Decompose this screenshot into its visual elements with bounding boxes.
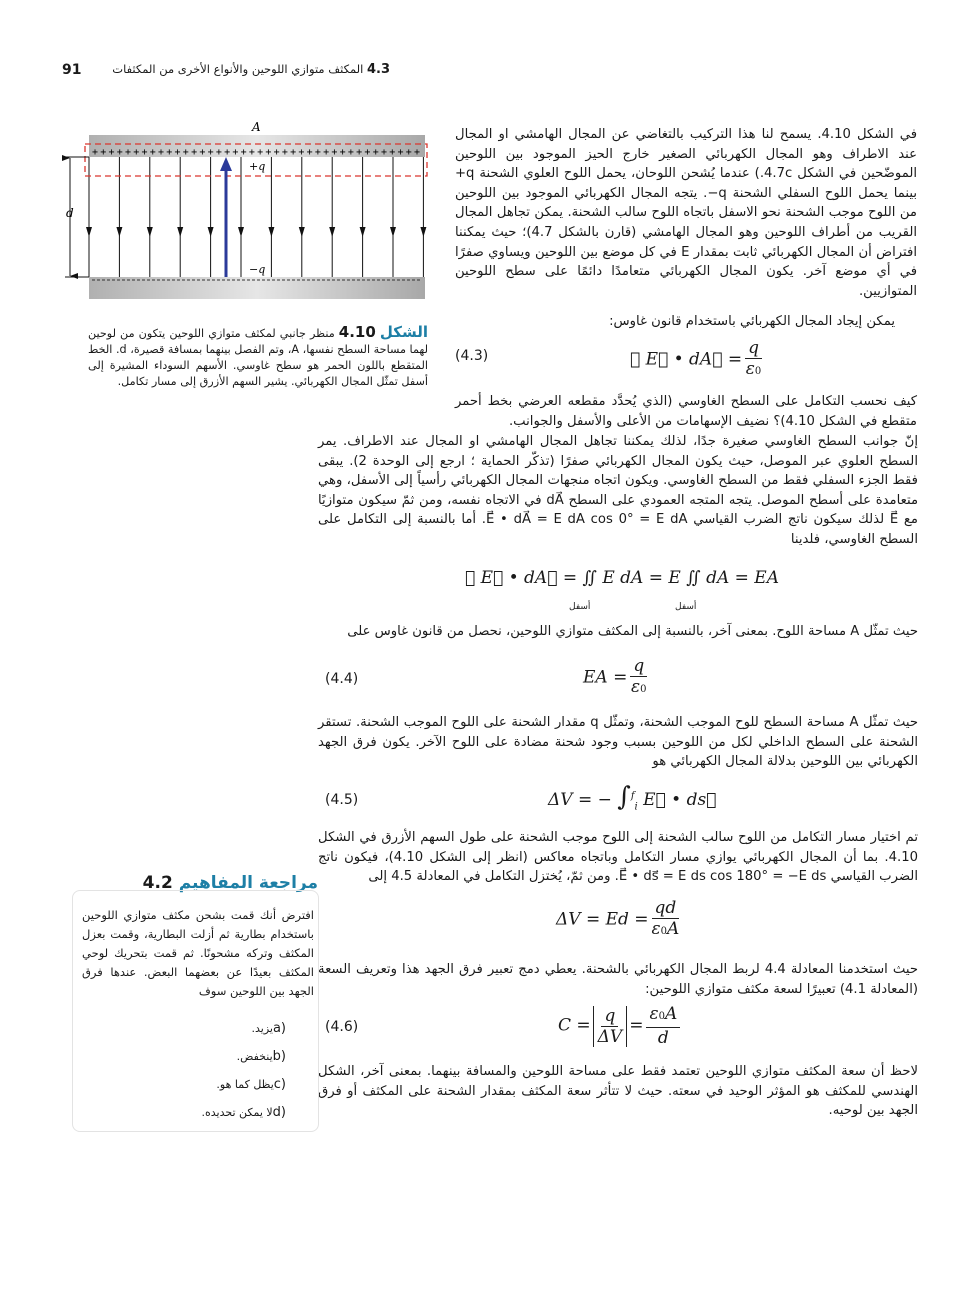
upper-limit: f bbox=[630, 790, 635, 802]
below-label-2: أسفل bbox=[675, 602, 697, 612]
capacitor-figure bbox=[40, 115, 440, 305]
paragraph-8: حيث استخدمنا المعادلة 4.4 لربط المجال الكهربائي بالشحنة. يعطي دمج تعبير فرق الجهد هذا وتعريف السعة (المعادلة 4.1) تعبيرًا لسعة مكثف متوازي اللوحين: bbox=[318, 962, 918, 997]
caption-text: منظر جانبي لمكثف متوازي اللوحين يتكون من لوحين لهما مساحة السطح نفسها، A، وتم الفصل بينهما بمسافة قصيرة، d. الخط المتقطع باللون الحمر هو سطح غاوسي. الأسهم السوداء المشيرة إلى أسفل تمثّل المجال الكهربائي. يشير السهم الأزرق إلى مسار تكامل. bbox=[88, 327, 428, 388]
eq-den-tail: A bbox=[667, 919, 680, 939]
paragraph-9: لاحظ أن سعة المكثف متوازي اللوحين تعتمد فقط على مساحة اللوحين والمسافة بينهما. بمعنى آخر، الشكل الهندسي للمكثف هو المؤثر الوحيد في سعته. حيث لا تتأثر سعة المكثف بمقدار الشحنة على المكثف أو فرق الجهد بين لوحيه. bbox=[318, 1064, 918, 1119]
field-arrow-icon bbox=[208, 227, 214, 237]
eq-lhs: ΔV = Ed = bbox=[556, 909, 649, 930]
paragraph-6: حيث تمثّل A مساحة السطح للوح الموجب الشحنة، وتمثّل q مقدار الشحنة على اللوح الموجب الشحنة. تستقر الشحنة على السطح الداخلي لكل من اللوحين بسبب وجود شحنة مضادة على اللوح الآخر. يكون فرق الجهد الكهربائي بين اللوحين بدلالة المجال الكهربائي هو bbox=[318, 715, 918, 770]
page-number: 91 bbox=[62, 62, 82, 78]
eq-den: ε bbox=[651, 919, 661, 939]
concept-check-options bbox=[90, 1015, 286, 1127]
field-arrow-icon bbox=[238, 227, 244, 237]
eq-part1: ∯ E⃗ • dA⃗ = bbox=[465, 568, 578, 588]
eq-num: q bbox=[601, 1006, 618, 1027]
option-b[interactable] bbox=[190, 1043, 286, 1071]
figure-caption bbox=[88, 324, 428, 390]
minus-q-label: −q bbox=[249, 263, 266, 276]
eq-den-sub: 0 bbox=[660, 926, 668, 937]
option-text: لا يمكن تحديده. bbox=[201, 1106, 273, 1119]
lower-limit: i bbox=[634, 801, 638, 813]
option-letter: c) bbox=[273, 1077, 286, 1092]
eq-den-sub: 0 bbox=[640, 684, 647, 695]
field-arrow-icon bbox=[390, 227, 396, 237]
eq-den-sub: 0 bbox=[754, 366, 762, 377]
integral-sign: ∫ bbox=[617, 782, 631, 812]
option-c[interactable] bbox=[190, 1071, 286, 1099]
plus-q-label: +q bbox=[249, 160, 266, 173]
section-number: 4.3 bbox=[366, 62, 390, 77]
equation-4-5 bbox=[548, 782, 716, 812]
concept-check-title: مراجعة المفاهيم bbox=[178, 873, 318, 893]
equation-label-4-4: (4.4) bbox=[325, 671, 359, 687]
d-label: d bbox=[66, 206, 74, 220]
caption-number: 4.10 bbox=[338, 323, 376, 341]
eq-equals: = bbox=[629, 1015, 644, 1036]
concept-check-number: 4.2 bbox=[142, 873, 173, 893]
concept-check-question: افترض أنك قمت بشحن مكثف متوازي اللوحين باستخدام بطارية ثم أزلت البطارية، وقمت بعزل المكثف وتركه مشحونًا. ثم قمت بتحريك لوحي المكثف بعيدًا عن بعضهما البعض. عندها فرق الجهد بين اللوحين سوف bbox=[82, 908, 314, 998]
eq-part2: ∬ E dA = E bbox=[582, 568, 681, 588]
equation-4-4 bbox=[583, 656, 650, 700]
area-label: A bbox=[252, 120, 261, 134]
equation-delta-v bbox=[556, 898, 682, 942]
paragraph-7: تم اختيار مسار التكامل من اللوح سالب الشحنة إلى اللوح موجب الشحنة على طول السهم الأزرق في الشكل 4.10. بما أن المجال الكهربائي يوازي مسار التكامل وباتجاه معاكس (انظر إلى الشكل 4.10)، فيكون ناتج الضرب القياسي E⃗ • ds⃗ = E ds cos 180° = −E ds. ومن ثمّ، يُختزل التكامل في المعادلة 4.5 إلى bbox=[318, 830, 918, 885]
option-a[interactable] bbox=[190, 1015, 286, 1043]
option-letter: b) bbox=[272, 1049, 286, 1064]
paragraph-3: كيف نحسب التكامل على السطح الغاوسي (الذي يُحدَّد مقطعه العرضي بخط أحمر متقطع في الشكل 4.10)؟ نضيف الإسهامات من الأعلى والأسفل والجوانب. bbox=[455, 394, 917, 429]
eq-den: ε bbox=[745, 359, 755, 379]
field-arrow-icon bbox=[177, 227, 183, 237]
field-arrow-icon bbox=[86, 227, 92, 237]
paragraph-5: حيث تمثّل A مساحة اللوح. بمعنى آخر، بالنسبة إلى المكثف متوازي اللوحين، نحصل من قانون غاوس على bbox=[347, 624, 918, 639]
field-arrow-icon bbox=[329, 227, 335, 237]
eq-num: q bbox=[630, 656, 647, 677]
equation-label-4-6: (4.6) bbox=[325, 1019, 359, 1035]
blue-arrow-head-icon bbox=[220, 157, 232, 171]
option-text: ينخفض. bbox=[236, 1050, 273, 1063]
paragraph-4: إنّ جوانب السطح الغاوسي صغيرة جدًا، لذلك يمكننا تجاهل المجال الهامشي او المجال عند الاطراف. يمر السطح العلوي عبر الموصل، حيث يكون المجال الكهربائي صفرًا (تذكّر الحماية ؛ ارجع إلى الوحدة 2). يبقى فقط الجزء السفلي فقط من السطح الغاوسي. ويكون اتجاه منجهات المجال الكهربائي رأسياً إلى الأسفل، وهي متعامدة على أسطح الموصل. يتجه المتجه العمودي على السطح dA⃗ في الاتجاه نفسه، ومن ثمّ سيكون متوازيًا مع E⃗ لذلك سيكون ناتج الضرب القياسي E⃗ • dA⃗ = E dA cos 0° = E dA. أما بالنسبة إلى التكامل على السطح الغاوسي، فلدينا bbox=[318, 434, 919, 547]
plus-charges: ++++++++++++++++++++++++++++++++++++++++ bbox=[92, 147, 420, 158]
eq-den: ΔV bbox=[597, 1026, 623, 1047]
field-arrow-icon bbox=[360, 227, 366, 237]
eq-num2: ε bbox=[649, 1004, 659, 1024]
option-text: يزيد. bbox=[251, 1022, 273, 1035]
eq-lhs: ∯ E⃗ • dA⃗ = bbox=[630, 349, 743, 370]
equation-gauss-integral bbox=[465, 568, 795, 618]
field-arrow-icon bbox=[268, 227, 274, 237]
option-letter: a) bbox=[272, 1021, 286, 1036]
option-letter: d) bbox=[272, 1105, 286, 1120]
equation-label-4-5: (4.5) bbox=[325, 792, 359, 808]
eq-num: qd bbox=[652, 898, 680, 919]
eq-lhs: ΔV = − bbox=[548, 790, 612, 810]
section-title: المكثف متوازي اللوحين والأنواع الأخرى من المكثفات bbox=[112, 62, 364, 76]
equation-label-4-3: (4.3) bbox=[455, 348, 489, 364]
field-arrow-icon bbox=[299, 227, 305, 237]
paragraph-2: يمكن إيجاد المجال الكهربائي باستخدام قانون غاوس: bbox=[609, 314, 895, 329]
equation-4-3 bbox=[630, 338, 765, 382]
running-header bbox=[112, 62, 390, 77]
eq-den2: d bbox=[657, 1028, 669, 1048]
eq-num: q bbox=[745, 338, 762, 359]
field-arrow-icon bbox=[147, 227, 153, 237]
eq-lhs: C = bbox=[558, 1015, 591, 1036]
caption-title: الشكل bbox=[379, 323, 428, 341]
eq-num2-tail: A bbox=[664, 1004, 678, 1024]
paragraph-1: في الشكل 4.10. يسمح لنا هذا التركيب بالتغاضي عن المجال الهامشي او المجال عند الاطراف وهو المجال الكهربائي الصغير خارج الحيز الموجود بين اللوحين الموضّحين في الشكل 4.7c.) عندما يُشحن اللوحان، يحمل اللوح العلوي الشحنة ‎+q‎ بينما يحمل اللوح السفلي الشحنة ‎−q‎. يتجه المجال الكهربائي الموجود بين اللوحين من اللوح موجب الشحنة نحو الاسفل باتجاه اللوح سالب الشحنة. يمكن تجاهل المجال القريب من أطراف اللوحين وهو المجال الهامشي (قارن بالشكل 4.7)؛ حيث يمكننا افتراض أن المجال الكهربائي ثابت بمقدار E في كل موضع بين اللوحين ويساوي صفرًا في أي موضع آخر. يكون المجال الكهربائي متعامدًا دائمًا على سطح اللوحين المتوازيين. bbox=[455, 127, 918, 299]
below-label-1: أسفل bbox=[569, 602, 591, 612]
equation-4-6 bbox=[558, 1004, 683, 1048]
field-arrow-icon bbox=[116, 227, 122, 237]
eq-den: ε bbox=[631, 677, 641, 697]
option-text: يظل كما هو. bbox=[216, 1078, 274, 1091]
eq-lhs: EA = bbox=[583, 667, 628, 688]
eq-part3: ∬ dA = EA bbox=[686, 568, 779, 588]
field-arrow-icon bbox=[420, 227, 426, 237]
option-d[interactable] bbox=[190, 1099, 286, 1127]
eq-num2-sub: 0 bbox=[658, 1011, 665, 1022]
eq-rhs: E⃗ • ds⃗ bbox=[643, 790, 717, 810]
